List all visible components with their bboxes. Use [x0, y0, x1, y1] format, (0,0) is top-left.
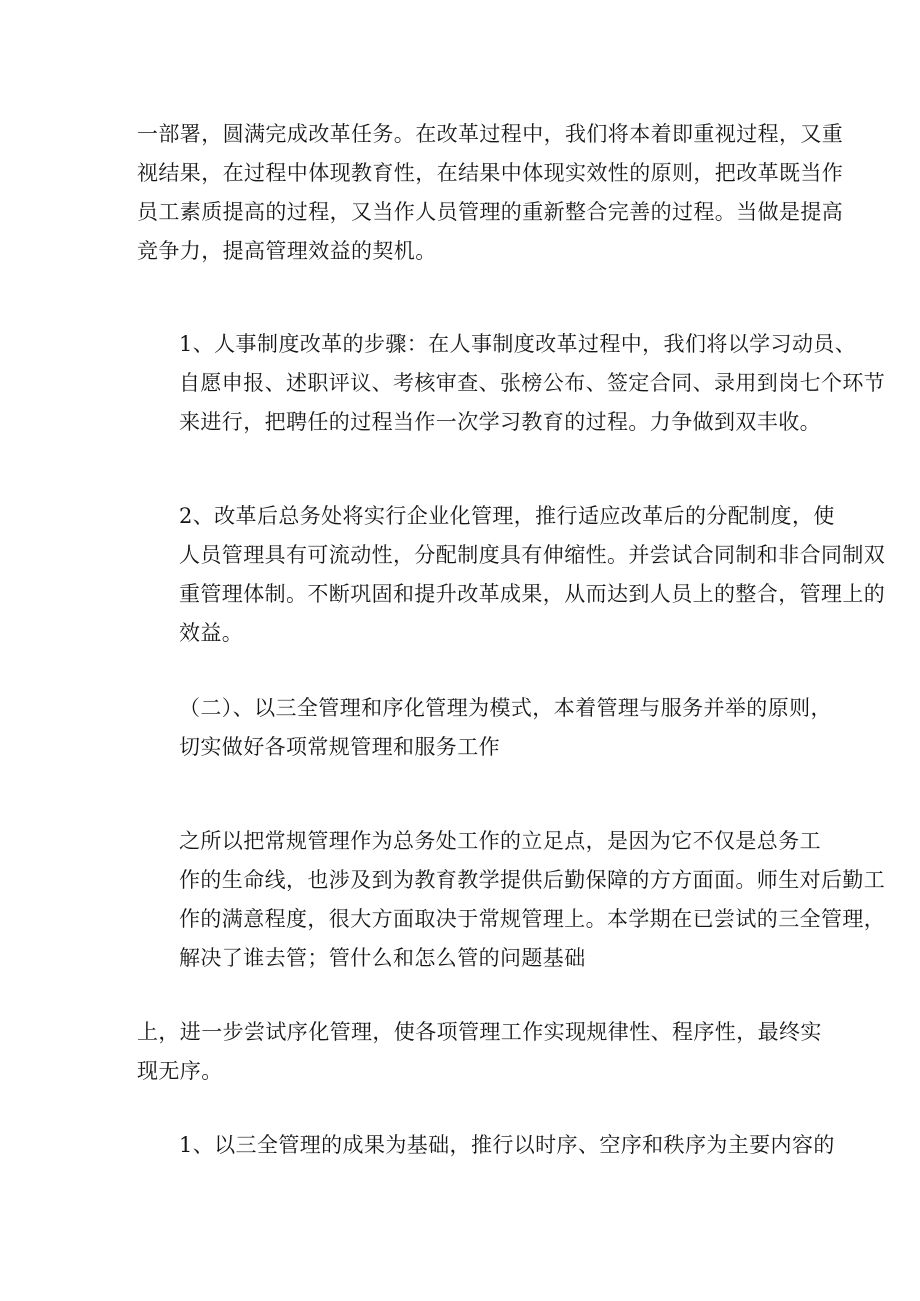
text-line: 现无序。 [137, 1059, 223, 1083]
paragraph-three-full-management [137, 1126, 835, 1165]
text-line: 1、以三全管理的成果为基础，推行以时序、空序和秩序为主要内容的 [179, 1133, 835, 1157]
paragraph-post-reform [137, 497, 886, 653]
text-line: 2、改革后总务处将实行企业化管理，推行适应改革后的分配制度，使 [179, 504, 835, 528]
text-line: 1、人事制度改革的步骤：在人事制度改革过程中，我们将以学习动员、 [179, 332, 857, 356]
text-line: 作的满意程度，很大方面取决于常规管理上。本学期在已尝试的三全管理， [179, 907, 886, 931]
paragraph-reform-intro [137, 115, 844, 271]
text-line: 人员管理具有可流动性，分配制度具有伸缩性。并尝试合同制和非合同制双 [179, 543, 886, 567]
text-line: 视结果，在过程中体现教育性，在结果中体现实效性的原则，把改革既当作 [137, 161, 844, 185]
text-line: 一部署，圆满完成改革任务。在改革过程中，我们将本着即重视过程，又重 [137, 122, 844, 146]
text-line: 之所以把常规管理作为总务处工作的立足点，是因为它不仅是总务工 [179, 829, 821, 853]
text-line: 解决了谁去管；管什么和怎么管的问题基础 [179, 946, 586, 970]
text-line: 员工素质提高的过程，又当作人员管理的重新整合完善的过程。当做是提高 [137, 200, 844, 224]
paragraph-routine-management [137, 822, 886, 978]
text-line: 上，进一步尝试序化管理，使各项管理工作实现规律性、程序性，最终实 [137, 1020, 822, 1044]
text-line: 竞争力，提高管理效益的契机。 [137, 239, 437, 263]
text-line: 重管理体制。不断巩固和提升改革成果，从而达到人员上的整合，管理上的 [179, 582, 886, 606]
text-line: （二）、以三全管理和序化管理为模式，本着管理与服务并举的原则， [179, 696, 832, 720]
paragraph-ordered-management [137, 1013, 822, 1091]
text-line: 效益。 [179, 621, 244, 645]
text-line: 自愿申报、述职评议、考核审查、张榜公布、签定合同、录用到岗七个环节 [179, 371, 886, 395]
text-line: 作的生命线，也涉及到为教育教学提供后勤保障的方方面面。师生对后勤工 [179, 868, 886, 892]
text-line: 来进行，把聘任的过程当作一次学习教育的过程。力争做到双丰收。 [179, 410, 821, 434]
paragraph-personnel-steps [137, 325, 886, 442]
section-heading-two [137, 689, 832, 767]
text-line: 切实做好各项常规管理和服务工作 [179, 735, 500, 759]
